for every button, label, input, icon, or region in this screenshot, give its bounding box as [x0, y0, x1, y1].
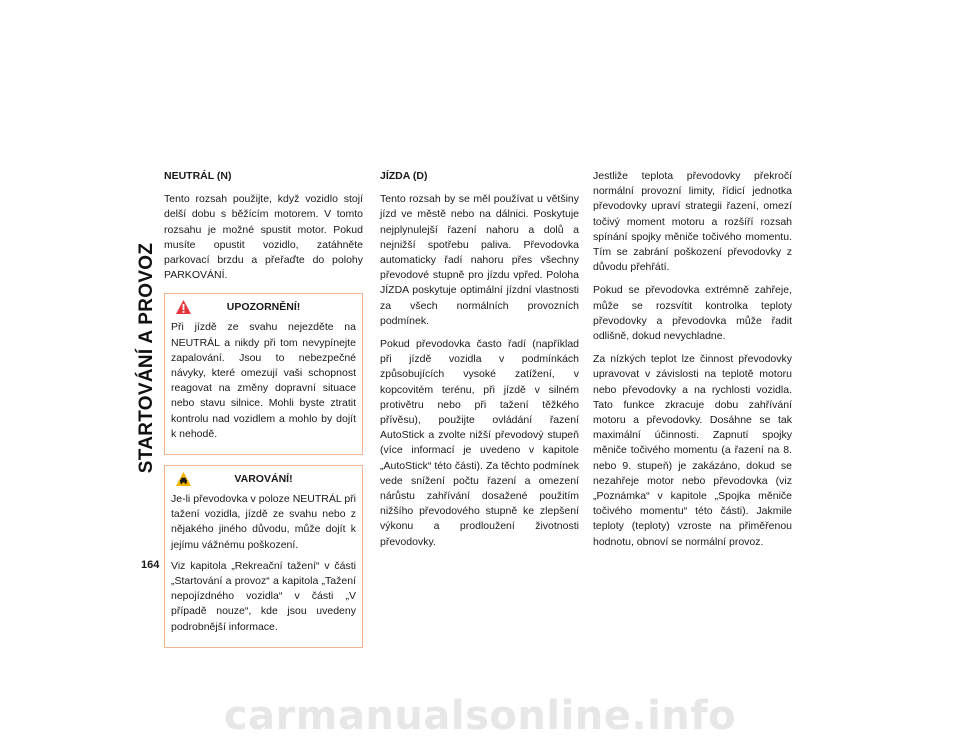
caution-box: [164, 293, 363, 455]
caution-header: [171, 294, 356, 320]
paragraph: Tento rozsah by se měl používat u většiny jízd ve městě nebo na dálnici. Poskytuje nejplynulejší řazení nahoru a dolů a nejnižší spotřebu paliva. Převodovka automaticky řadí nahoru přes všechny převodové stupně pro jízdu vpřed. Poloha JÍZDA poskytuje optimální jízdní vlastnosti za všech normálních provozních podmínek.: [380, 193, 579, 327]
section-heading-neutral: NEUTRÁL (N): [164, 170, 232, 182]
warning-text-reference: Viz kapitola „Rekreační tažení“ v části „Startování a provoz“ a kapitola „Tažení nepojízdného vozidla“ v části „V případě nouze“, kde jsou uvedeny podrobnější informace.: [171, 559, 356, 633]
watermark: carmanualsonline.info: [223, 693, 737, 739]
caution-title: UPOZORNĚNÍ!: [226, 301, 301, 314]
paragraph: Jestliže teplota převodovky překročí normální provozní limity, řídicí jednotka převodovky upraví strategii řazení, omezí točivý moment motoru a rozšíří rozsah spínání spojky měniče točivého momentu. Tím se zabrání poškození převodovky z důvodu přehřátí.: [593, 170, 792, 274]
warning-box: [164, 465, 363, 648]
paragraph: Za nízkých teplot lze činnost převodovky upravovat v závislosti na teplotě motoru nebo převodovky a na rychlosti vozidla. Tato funkce zkracuje dobu zahřívání motoru a převodovky. Dosáhne se tak maximální účinnosti. Zapnutí spojky měniče točivého momentu (a řazení na 8. nebo 9. stupeň) je zakázáno, dokud se nezahřeje motor nebo převodovka (viz „Poznámka“ v kapitole „Spojka měniče točivého momentu“ této části). Jakmile teploty (teploty) vzroste na přiměřenou hodnotu, obnoví se normální provoz.: [593, 353, 792, 548]
section-heading-drive: JÍZDA (D): [380, 170, 428, 182]
warning-title: VAROVÁNÍ!: [234, 473, 293, 486]
column-2: [380, 169, 579, 558]
warning-header: [171, 466, 356, 492]
side-chapter-title: [136, 168, 158, 548]
warning-text: Je-li převodovka v poloze NEUTRÁL při tažení vozidla, jízdě ze svahu nebo z nějakého jiného důvodu, může dojít k jejímu vážnému poškození.: [171, 493, 356, 551]
caution-text: Při jízdě ze svahu nejezděte na NEUTRÁL a nikdy při tom nevypínejte zapalování. Jsou to nebezpečné návyky, které omezují vaši schopnost reagovat na změny dopravní situace nebo stavu silnice. Mohli byste ztratit kontrolu nad vozidlem a mohlo by dojít k nehodě.: [171, 321, 356, 440]
column-1: [164, 169, 363, 658]
warning-triangle-icon: [175, 299, 192, 315]
page-number: 164: [141, 559, 160, 571]
paragraph: Pokud převodovka často řadí (například při jízdě vozidla v podmínkách způsobujících vysoké zatížení, v kopcovitém terénu, při jízdě v silném protivětru nebo při tažení těžkého přívěsu), použijte ovládání řazení AutoStick a zvolte nižší převodový stupeň (více informací je uvedeno v kapitole „AutoStick“ této části). Za těchto podmínek vede snížení počtu řazení a omezení nárůstu zahřívání dosažené použitím nižšího převodového stupně ke zlepšení výkonu a prodloužení životnosti převodovky.: [380, 338, 579, 548]
paragraph: Tento rozsah použijte, když vozidlo stojí delší dobu s běžícím motorem. V tomto rozsahu je možné spustit motor. Pokud musíte opustit vozidlo, zatáhněte parkovací brzdu a přeřaďte do polohy PARKOVÁNÍ.: [164, 193, 363, 282]
paragraph: Pokud se převodovka extrémně zahřeje, může se rozsvítit kontrolka teploty převodovky a převodovka může řadit odlišně, dokud nevychladne.: [593, 284, 792, 343]
car-hazard-icon: [175, 471, 192, 487]
column-3: [593, 169, 792, 558]
side-chapter-title-text: STARTOVÁNÍ A PROVOZ: [136, 242, 157, 474]
